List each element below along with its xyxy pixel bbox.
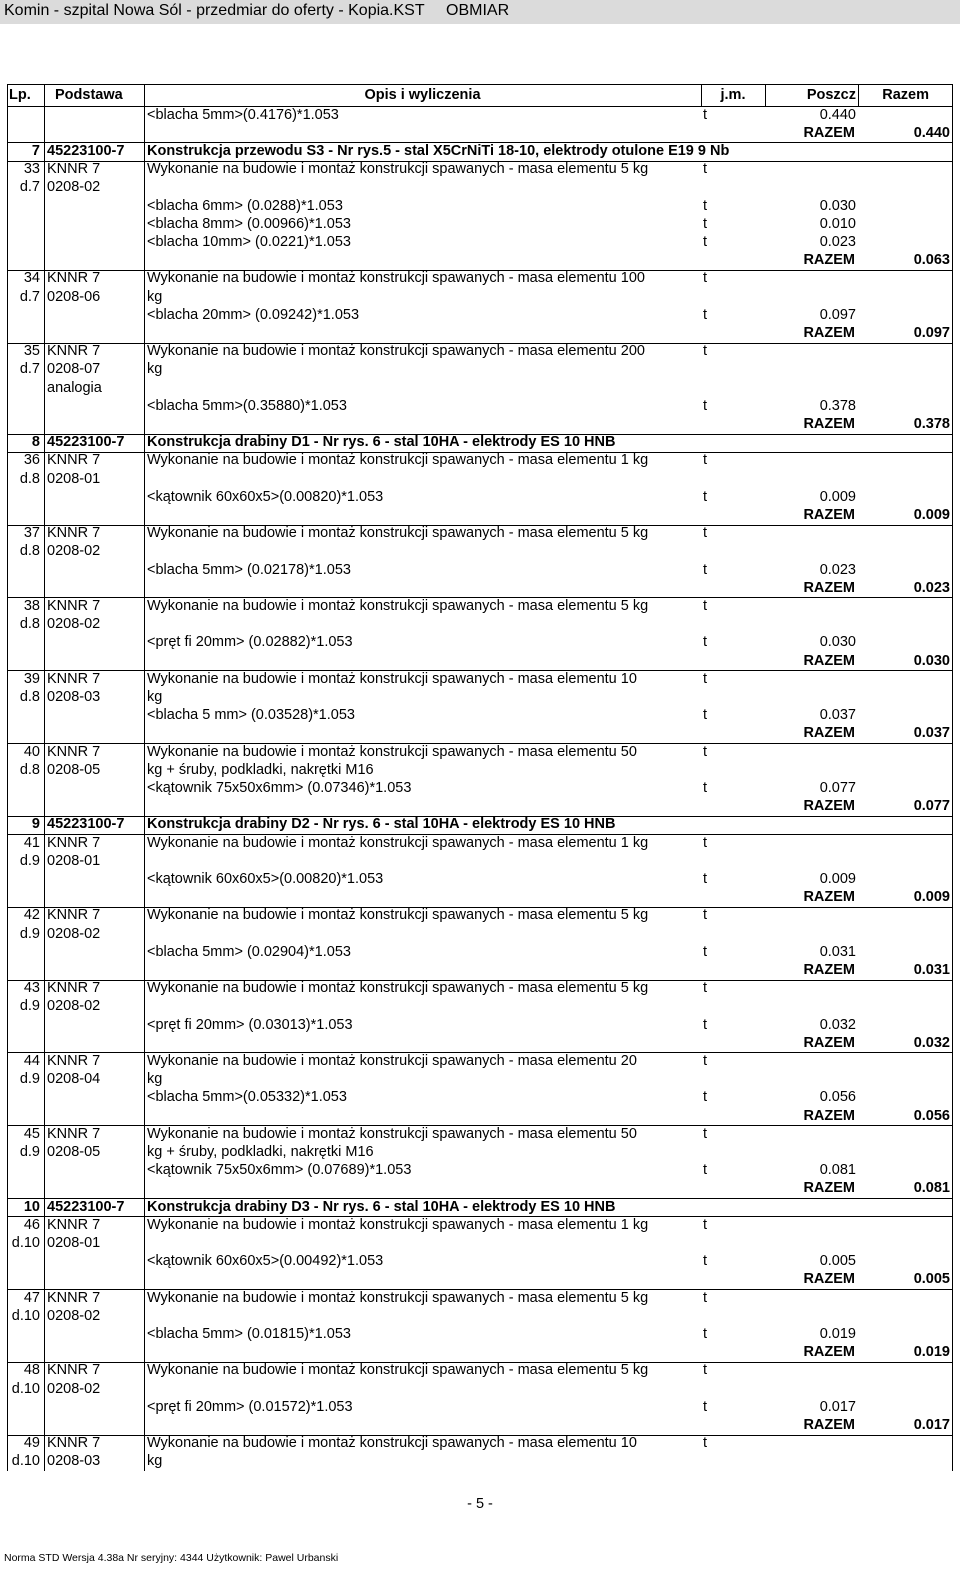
position-description: Wykonanie na budowie i montaż konstrukcji spawanych - masa elementu 50 (147, 1125, 637, 1142)
razem-label: RAZEM (803, 652, 855, 669)
calc-value: 0.017 (819, 1398, 856, 1415)
position-lp: d.7 (19, 361, 40, 378)
calc-unit: t (703, 943, 708, 960)
header-opis: Opis i wyliczenia (364, 87, 481, 103)
position-basis: 0208-02 (47, 1307, 101, 1324)
calc-value: 0.077 (819, 780, 856, 796)
calc-value: 0.056 (819, 1089, 856, 1106)
calc-unit: t (703, 561, 708, 578)
position-basis: 0208-02 (47, 616, 101, 633)
position-lp: d.9 (19, 1071, 40, 1088)
calc-unit: t (703, 1162, 708, 1179)
calc-formula: <blacha 5mm>(0.4176)*1.053 (147, 106, 339, 123)
calc-value: 0.023 (819, 561, 856, 578)
razem-label: RAZEM (803, 1344, 855, 1361)
razem-label: RAZEM (803, 1180, 855, 1197)
position-description: Wykonanie na budowie i montaż konstrukcji spawanych - masa elementu 1 kg (147, 1216, 649, 1233)
razem-label: RAZEM (803, 1271, 855, 1288)
position-lp: d.10 (11, 1307, 40, 1324)
position-description: Wykonanie na budowie i montaż konstrukcji spawanych - masa elementu 20 (147, 1053, 637, 1069)
calc-formula: <kątownik 75x50x6mm> (0.07689)*1.053 (147, 1162, 412, 1179)
calc-unit: t (703, 306, 708, 323)
razem-value: 0.037 (913, 725, 950, 742)
position-basis: 0208-02 (47, 925, 101, 942)
razem-value: 0.030 (913, 652, 950, 669)
position-description: Wykonanie na budowie i montaż konstrukcji spawanych - masa elementu 10 (147, 670, 637, 687)
position-basis: 0208-02 (47, 1380, 101, 1397)
position-basis: KNNR 7 (47, 907, 101, 924)
calc-unit: t (703, 707, 708, 724)
position-basis: KNNR 7 (47, 834, 101, 851)
position-lp: 39 (23, 670, 40, 687)
position-lp: d.9 (19, 852, 40, 869)
position-unit: t (703, 834, 708, 851)
position-lp: 38 (23, 598, 40, 614)
position-lp: d.9 (19, 925, 40, 942)
position-basis: 0208-01 (47, 852, 101, 869)
calc-value: 0.009 (819, 871, 856, 887)
grid-vline (7, 84, 8, 106)
grid-vline (952, 84, 953, 106)
position-basis: KNNR 7 (47, 1125, 101, 1142)
position-lp: 49 (23, 1435, 40, 1452)
calc-formula: <pręt fi 20mm> (0.01572)*1.053 (147, 1398, 353, 1415)
calc-formula: <blacha 5mm> (0.02178)*1.053 (147, 561, 351, 578)
calc-formula: <pręt fi 20mm> (0.03013)*1.053 (147, 1016, 353, 1033)
section-code: 45223100-7 (47, 1198, 125, 1215)
position-lp: 33 (23, 161, 40, 178)
section-title: Konstrukcja drabiny D3 - Nr rys. 6 - stal 10HA - elektrody ES 10 HNB (147, 1198, 616, 1215)
calc-formula: <pręt fi 20mm> (0.02882)*1.053 (147, 634, 353, 651)
header-podstawa: Podstawa (55, 87, 123, 103)
position-description: Wykonanie na budowie i montaż konstrukcji spawanych - masa elementu 5 kg (147, 525, 649, 542)
position-description: Wykonanie na budowie i montaż konstrukcji spawanych - masa elementu 5 kg (147, 598, 649, 614)
razem-label: RAZEM (803, 579, 855, 596)
calc-formula: <kątownik 75x50x6mm> (0.07346)*1.053 (147, 780, 412, 796)
calc-unit: t (703, 397, 708, 414)
calc-formula: <blacha 5mm>(0.05332)*1.053 (147, 1089, 347, 1106)
position-basis: 0208-03 (47, 689, 101, 705)
razem-label: RAZEM (803, 889, 855, 906)
razem-label: RAZEM (803, 798, 855, 815)
grid-hline (7, 84, 953, 85)
position-description: kg (147, 288, 163, 305)
calc-unit: t (703, 1398, 708, 1415)
razem-value: 0.097 (913, 325, 950, 341)
position-basis: KNNR 7 (47, 270, 101, 287)
position-description: Wykonanie na budowie i montaż konstrukcji spawanych - masa elementu 5 kg (147, 1362, 649, 1379)
position-unit: t (703, 1125, 708, 1142)
calc-formula: <blacha 5 mm> (0.03528)*1.053 (147, 707, 355, 724)
position-basis: KNNR 7 (47, 670, 101, 687)
position-unit: t (703, 343, 708, 360)
position-description: kg + śruby, podkladki, nakrętki M16 (147, 1144, 374, 1160)
section-lp: 10 (23, 1198, 40, 1215)
calc-value: 0.010 (819, 215, 856, 232)
section-title: Konstrukcja drabiny D1 - Nr rys. 6 - stal 10HA - elektrody ES 10 HNB (147, 434, 616, 451)
position-unit: t (703, 598, 708, 614)
position-lp: d.7 (19, 288, 40, 305)
grid-vline (44, 106, 45, 1471)
footer-text: Norma STD Wersja 4.38a Nr seryjny: 4344 Użytkownik: Pawel Urbanski (4, 1552, 339, 1564)
calc-formula: <blacha 6mm> (0.0288)*1.053 (147, 197, 343, 214)
calc-unit: t (703, 197, 708, 214)
grid-vline (44, 84, 45, 106)
position-basis: 0208-01 (47, 1235, 101, 1251)
razem-label: RAZEM (803, 507, 855, 523)
position-unit: t (703, 1053, 708, 1069)
calc-value: 0.030 (819, 634, 856, 651)
position-basis: KNNR 7 (47, 1362, 101, 1379)
position-lp: 41 (23, 834, 40, 851)
position-unit: t (703, 452, 708, 469)
position-description: kg + śruby, podkladki, nakrętki M16 (147, 761, 374, 778)
calc-value: 0.081 (819, 1162, 856, 1179)
razem-value: 0.005 (913, 1271, 950, 1288)
calc-unit: t (703, 106, 708, 123)
calc-unit: t (703, 871, 708, 887)
position-lp: d.10 (11, 1453, 40, 1470)
razem-label: RAZEM (803, 252, 855, 269)
section-lp: 8 (31, 434, 40, 451)
position-basis: KNNR 7 (47, 452, 101, 469)
razem-value: 0.081 (913, 1180, 950, 1197)
position-lp: d.8 (19, 761, 40, 778)
calc-unit: t (703, 1089, 708, 1106)
position-basis: KNNR 7 (47, 1435, 101, 1452)
position-lp: 45 (23, 1125, 40, 1142)
position-unit: t (703, 670, 708, 687)
calc-unit: t (703, 1016, 708, 1033)
grid-vline (7, 106, 8, 1471)
razem-value: 0.032 (913, 1034, 950, 1051)
position-unit: t (703, 743, 708, 760)
position-lp: 35 (23, 343, 40, 360)
calc-unit: t (703, 780, 708, 796)
position-lp: d.8 (19, 689, 40, 705)
title-bar (0, 0, 960, 24)
position-description: Wykonanie na budowie i montaż konstrukcji spawanych - masa elementu 10 (147, 1435, 637, 1452)
position-lp: d.8 (19, 616, 40, 633)
position-lp: d.8 (19, 470, 40, 487)
position-lp: d.8 (19, 543, 40, 560)
position-unit: t (703, 1435, 708, 1452)
razem-value: 0.031 (913, 962, 950, 978)
calc-value: 0.030 (819, 197, 856, 214)
position-basis: KNNR 7 (47, 1053, 101, 1069)
calc-value: 0.031 (819, 943, 856, 960)
position-unit: t (703, 161, 708, 178)
window-title: Komin - szpital Nowa Sól - przedmiar do oferty - Kopia.KST (4, 2, 425, 19)
calc-value: 0.032 (819, 1016, 856, 1033)
calc-formula: <blacha 5mm> (0.02904)*1.053 (147, 943, 351, 960)
position-lp: d.10 (11, 1380, 40, 1397)
section-code: 45223100-7 (47, 143, 125, 159)
calc-formula: <blacha 20mm> (0.09242)*1.053 (147, 306, 360, 323)
position-basis: KNNR 7 (47, 1216, 101, 1233)
position-description: Wykonanie na budowie i montaż konstrukcji spawanych - masa elementu 5 kg (147, 161, 649, 178)
position-basis: KNNR 7 (47, 980, 101, 997)
obmiar-table (7, 84, 953, 1475)
razem-label: RAZEM (803, 725, 855, 742)
position-description: kg (147, 1453, 163, 1470)
position-lp: 44 (23, 1053, 40, 1069)
calc-value: 0.005 (819, 1253, 856, 1270)
calc-value: 0.019 (819, 1326, 856, 1342)
position-basis: analogia (47, 379, 102, 396)
grid-vline (144, 106, 145, 1471)
position-description: Wykonanie na budowie i montaż konstrukcji spawanych - masa elementu 5 kg (147, 980, 649, 997)
position-basis: 0208-07 (47, 361, 101, 378)
razem-value: 0.019 (913, 1344, 950, 1361)
section-lp: 9 (31, 816, 40, 833)
position-description: Wykonanie na budowie i montaż konstrukcji spawanych - masa elementu 50 (147, 743, 637, 760)
position-description: kg (147, 1071, 163, 1088)
position-unit: t (703, 270, 708, 287)
position-lp: 37 (23, 525, 40, 542)
calc-formula: <kątownik 60x60x5>(0.00492)*1.053 (147, 1253, 384, 1270)
position-basis: 0208-05 (47, 761, 101, 778)
calc-value: 0.009 (819, 488, 856, 505)
header-lp: Lp. (9, 87, 31, 103)
position-lp: 47 (23, 1289, 40, 1306)
position-lp: d.10 (11, 1235, 40, 1251)
razem-value: 0.378 (913, 416, 950, 432)
position-basis: KNNR 7 (47, 743, 101, 760)
position-description: Wykonanie na budowie i montaż konstrukcji spawanych - masa elementu 100 (147, 270, 645, 287)
position-lp: 40 (23, 743, 40, 760)
page-number: - 5 - (467, 1496, 493, 1512)
position-basis: 0208-02 (47, 998, 101, 1015)
position-lp: 46 (23, 1216, 40, 1233)
position-unit: t (703, 1362, 708, 1379)
calc-value: 0.378 (819, 397, 856, 414)
calc-unit: t (703, 1253, 708, 1270)
razem-value: 0.023 (913, 579, 950, 596)
calc-unit: t (703, 215, 708, 232)
position-description: Wykonanie na budowie i montaż konstrukcji spawanych - masa elementu 200 (147, 343, 645, 360)
razem-label: RAZEM (803, 1107, 855, 1124)
position-description: Wykonanie na budowie i montaż konstrukcji spawanych - masa elementu 1 kg (147, 834, 649, 851)
position-basis: KNNR 7 (47, 525, 101, 542)
position-lp: 42 (23, 907, 40, 924)
section-code: 45223100-7 (47, 816, 125, 833)
position-basis: 0208-01 (47, 470, 101, 487)
position-unit: t (703, 1289, 708, 1306)
position-description: Wykonanie na budowie i montaż konstrukcji spawanych - masa elementu 5 kg (147, 1289, 649, 1306)
position-lp: 48 (23, 1362, 40, 1379)
razem-value: 0.017 (913, 1417, 950, 1433)
section-title: Konstrukcja drabiny D2 - Nr rys. 6 - stal 10HA - elektrody ES 10 HNB (147, 816, 616, 833)
position-unit: t (703, 980, 708, 997)
calc-formula: <blacha 8mm> (0.00966)*1.053 (147, 215, 351, 232)
razem-label: RAZEM (803, 962, 855, 978)
section-code: 45223100-7 (47, 434, 125, 451)
position-basis: 0208-06 (47, 288, 101, 305)
position-lp: d.7 (19, 179, 40, 196)
position-unit: t (703, 525, 708, 542)
section-label: OBMIAR (446, 2, 510, 19)
position-lp: 43 (23, 980, 40, 997)
razem-value: 0.077 (913, 798, 950, 815)
position-lp: 36 (23, 452, 40, 469)
calc-value: 0.097 (819, 306, 856, 323)
position-basis: KNNR 7 (47, 1289, 101, 1306)
razem-label: RAZEM (803, 1034, 855, 1051)
position-basis: KNNR 7 (47, 161, 101, 178)
calc-value: 0.023 (819, 234, 856, 250)
razem-value: 0.009 (913, 507, 950, 523)
position-basis: 0208-05 (47, 1144, 101, 1160)
position-lp: 34 (23, 270, 40, 287)
calc-unit: t (703, 634, 708, 651)
position-lp: d.9 (19, 998, 40, 1015)
section-lp: 7 (31, 143, 40, 159)
position-basis: 0208-04 (47, 1071, 101, 1088)
position-unit: t (703, 1216, 708, 1233)
position-description: Wykonanie na budowie i montaż konstrukcji spawanych - masa elementu 5 kg (147, 907, 649, 924)
position-basis: 0208-02 (47, 543, 101, 560)
position-basis: KNNR 7 (47, 343, 101, 360)
header-razem: Razem (882, 87, 929, 103)
razem-label: RAZEM (803, 1417, 855, 1433)
header-jm: j.m. (720, 87, 746, 103)
calc-formula: <kątownik 60x60x5>(0.00820)*1.053 (147, 871, 384, 887)
header-poszcz: Poszcz (806, 87, 856, 103)
position-lp: d.9 (19, 1144, 40, 1160)
calc-unit: t (703, 1326, 708, 1342)
calc-formula: <blacha 5mm> (0.01815)*1.053 (147, 1326, 351, 1342)
position-description: Wykonanie na budowie i montaż konstrukcji spawanych - masa elementu 1 kg (147, 452, 649, 469)
razem-value: 0.056 (913, 1107, 950, 1124)
position-basis: 0208-02 (47, 179, 101, 196)
calc-unit: t (703, 488, 708, 505)
position-description: kg (147, 361, 163, 378)
position-basis: 0208-03 (47, 1453, 101, 1470)
calc-formula: <kątownik 60x60x5>(0.00820)*1.053 (147, 488, 384, 505)
razem-value: 0.440 (913, 124, 950, 141)
razem-label: RAZEM (803, 416, 855, 432)
position-basis: KNNR 7 (47, 598, 101, 614)
calc-formula: <blacha 10mm> (0.0221)*1.053 (147, 234, 351, 250)
section-title: Konstrukcja przewodu S3 - Nr rys.5 - stal X5CrNiTi 18-10, elektrody otulone E19 9 Nb (147, 143, 730, 159)
calc-value: 0.037 (819, 707, 856, 724)
calc-value: 0.440 (819, 106, 856, 123)
razem-value: 0.063 (913, 252, 950, 269)
grid-vline (952, 106, 953, 1471)
position-unit: t (703, 907, 708, 924)
calc-formula: <blacha 5mm>(0.35880)*1.053 (147, 397, 347, 414)
razem-label: RAZEM (803, 325, 855, 341)
razem-label: RAZEM (803, 124, 855, 141)
razem-value: 0.009 (913, 889, 950, 906)
calc-unit: t (703, 234, 708, 250)
position-description: kg (147, 689, 163, 705)
